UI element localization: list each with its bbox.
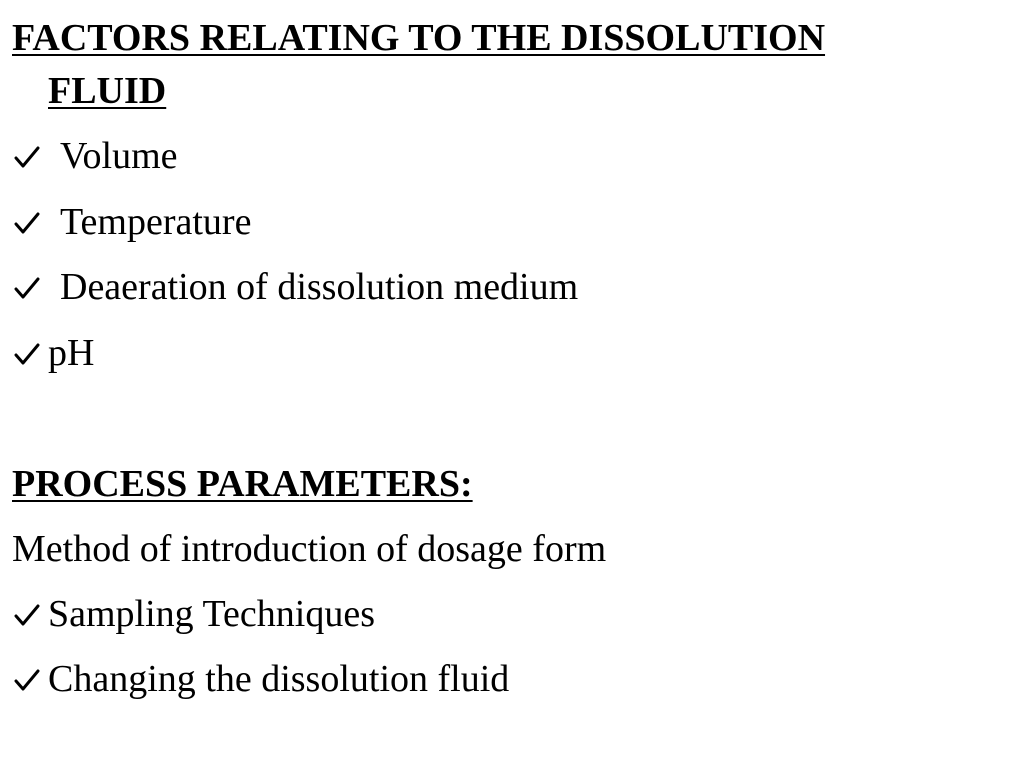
list-item-temperature: [12, 200, 251, 244]
section1-heading-line2: FLUID: [48, 70, 167, 112]
check-mark-icon: [12, 269, 48, 303]
list-item-deaeration: [12, 265, 578, 309]
check-mark-icon: [12, 335, 48, 369]
list-item-ph: [12, 331, 94, 375]
section2-intro: Method of introduction of dosage form: [12, 528, 607, 570]
list-item-label: Deaeration of dissolution medium: [60, 266, 579, 308]
list-item-volume: [12, 134, 178, 178]
check-mark-icon: [12, 596, 48, 630]
list-item-label: Volume: [60, 135, 178, 177]
list-item-label: Changing the dissolution fluid: [48, 658, 510, 700]
list-item-sampling: [12, 592, 375, 636]
section1-heading: [12, 12, 1002, 118]
section2-heading: PROCESS PARAMETERS:: [12, 463, 473, 505]
check-mark-icon: [12, 661, 48, 695]
check-mark-icon: [12, 138, 48, 172]
list-item-label: pH: [48, 332, 95, 374]
list-item-changing-fluid: [12, 657, 509, 701]
list-item-label: Temperature: [60, 201, 252, 243]
check-mark-icon: [12, 204, 48, 238]
section1-heading-line1: FACTORS RELATING TO THE DISSOLUTION: [12, 17, 826, 59]
list-item-label: Sampling Techniques: [48, 593, 375, 635]
